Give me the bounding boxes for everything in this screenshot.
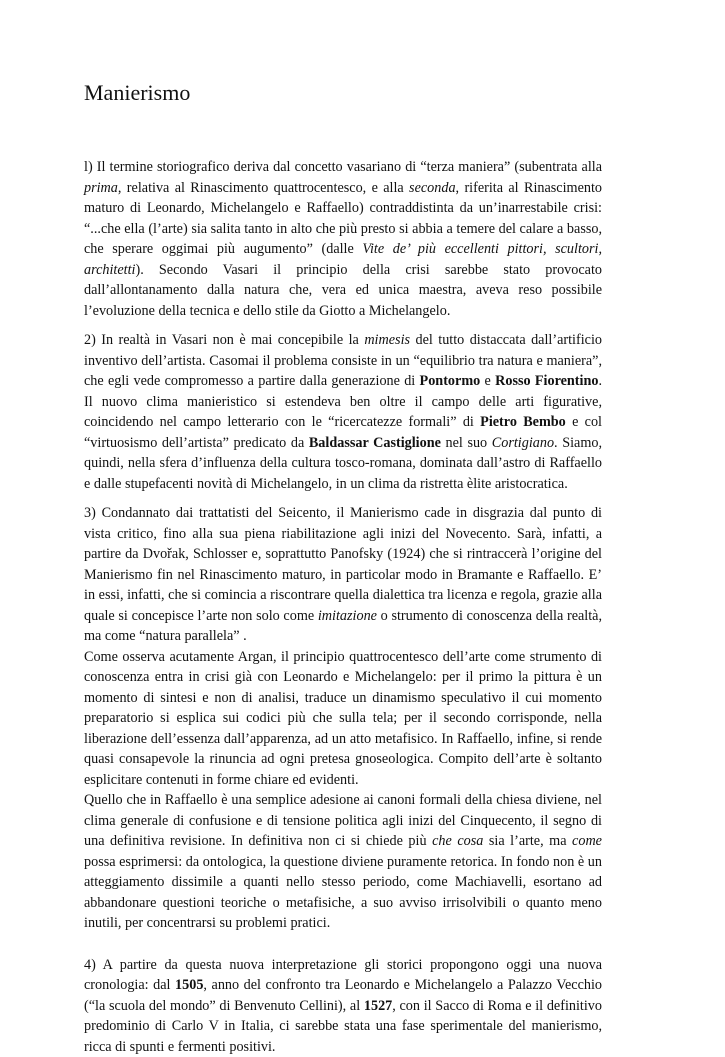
paragraph-5 bbox=[84, 790, 602, 934]
bold-run: 1505 bbox=[175, 977, 203, 993]
italic-run: imitazione bbox=[318, 608, 377, 624]
paragraph-6 bbox=[84, 955, 602, 1057]
text-run: Quello che in Raffaello è una semplice adesione ai canoni formali della chiesa diviene, nel clima generale di confusione e di tensione politica agli inizi del Cinquecento, il segno di una definitiva revisione. In definitiva non ci si chiede più bbox=[84, 792, 602, 849]
text-run: . Il nuovo clima manieristico si estendeva ben oltre il campo delle arti figurative, coincidendo nel campo letterario con le “ricercatezze formali” di bbox=[84, 373, 602, 430]
paragraph-3 bbox=[84, 503, 602, 647]
text-run: 4) A partire da questa nuova interpretazione gli storici propongono oggi una nuova cronologia: dal bbox=[84, 957, 602, 994]
document-body bbox=[84, 157, 602, 1057]
paragraph-spacer bbox=[84, 321, 602, 330]
italic-run: mimesis bbox=[364, 332, 410, 348]
text-run: , con il Sacco di Roma e il definitivo predominio di Carlo V in Italia, ci sarebbe stata una fase sperimentale del manierismo, ricca di spunti e fermenti positivi. bbox=[84, 998, 602, 1055]
italic-run: Vite de’ più eccellenti pittori, scultori, architetti bbox=[84, 241, 602, 278]
bold-run: Baldassar Castiglione bbox=[309, 435, 441, 451]
italic-run: che cosa bbox=[432, 833, 483, 849]
text-run: o strumento di conoscenza della realtà, ma come “natura parallela” . bbox=[84, 608, 602, 645]
italic-run: seconda bbox=[409, 180, 456, 196]
text-run: possa esprimersi: da ontologica, la questione diviene puramente retorica. In fondo non è un atteggiamento dissimile a quanti nello stesso periodo, come Machiavelli, esortano ad abbandonare questioni teoriche o metafisiche, a suo avviso irrisolvibili o quanto meno inutili, per concentrarsi su problemi pratici. bbox=[84, 854, 602, 932]
text-run: , relativa al Rinascimento quattrocentesco, e alla bbox=[118, 180, 409, 196]
text-run: e col “virtuosismo dell’artista” predicato da bbox=[84, 414, 602, 451]
text-run: 2) In realtà in Vasari non è mai concepibile la bbox=[84, 332, 364, 348]
paragraph-1 bbox=[84, 157, 602, 321]
paragraph-spacer bbox=[84, 934, 602, 955]
text-run: 3) Condannato dai trattatisti del Seicento, il Manierismo cade in disgrazia dal punto di vista critico, fino alla sua piena riabilitazione agli inizi del Novecento. Sarà, infatti, a partire da Dvořak, Schlosser e, soprattutto Panofsky (1924) che si rintraccerà l’origine del Manierismo fin nel Rinascimento maturo, in particolar modo in Bramante e Raffaello. E’ in essi, infatti, che si comincia a riscontrare quella dialettica tra licenza e regola, grazie alla quale si concepisce l’arte non solo come bbox=[84, 505, 602, 624]
bold-run: Pietro Bembo bbox=[480, 414, 566, 430]
text-run: nel suo bbox=[441, 435, 492, 451]
italic-run: come bbox=[572, 833, 602, 849]
text-run: sia l’arte, ma bbox=[483, 833, 572, 849]
italic-run: prima bbox=[84, 180, 118, 196]
paragraph-2 bbox=[84, 330, 602, 494]
text-run: del tutto distaccata dall’artificio inventivo dell’artista. Casomai il problema consiste in un “equilibrio tra natura e maniera”, che egli vede compromesso a partire dalla generazione di bbox=[84, 332, 602, 389]
italic-run: Cortigiano bbox=[492, 435, 554, 451]
text-run: , anno del confronto tra Leonardo e Michelangelo a Palazzo Vecchio (“la scuola del mondo” di Benvenuto Cellini), al bbox=[84, 977, 602, 1014]
bold-run: Pontormo bbox=[420, 373, 481, 389]
text-run: . Siamo, quindi, nella sfera d’influenza della cultura tosco-romana, dominata dall’astro di Raffaello e dalle stupefacenti novità di Michelangelo, in un clima da ristretta èlite aristocratica. bbox=[84, 435, 602, 492]
bold-run: Rosso Fiorentino bbox=[495, 373, 598, 389]
text-run: , riferita al Rinascimento maturo di Leonardo, Michelangelo e Raffaello) contraddistinta da un’inarrestabile crisi: “...che ella (l’arte) sia salita tanto in alto che più presto si abbia a temere del calare a basso, che sperare oggimai più augumento” (dalle bbox=[84, 180, 602, 258]
paragraph-spacer bbox=[84, 494, 602, 503]
text-run: ). Secondo Vasari il principio della crisi sarebbe stato provocato dall’allontanamento dalla natura che, vera ed unica maestra, aveva reso possibile l’evoluzione della tecnica e dello stile da Giotto a Michelangelo. bbox=[84, 262, 602, 319]
page-title: Manierismo bbox=[84, 80, 190, 106]
text-run: e bbox=[480, 373, 495, 389]
bold-run: 1527 bbox=[364, 998, 392, 1014]
paragraph-4: Come osserva acutamente Argan, il principio quattrocentesco dell’arte come strumento di conoscenza entra in crisi già con Leonardo e Michelangelo: per il primo la pittura è un momento di sintesi e non di analisi, traduce un dinamismo speculativo il cui momento preparatorio si esplica sui codici più che sulla tela; per il secondo corrisponde, nella liberazione dell’essenza dall’apparenza, ad un atto metafisico. In Raffaello, infine, si rende quasi consapevole la rinuncia ad ogni pretesa gnoseologica. Compito dell’arte è soltanto esplicitare contenuti in forme chiare ed evidenti. bbox=[84, 647, 602, 791]
text-run: l) Il termine storiografico deriva dal concetto vasariano di “terza maniera” (subentrata alla bbox=[84, 159, 602, 175]
